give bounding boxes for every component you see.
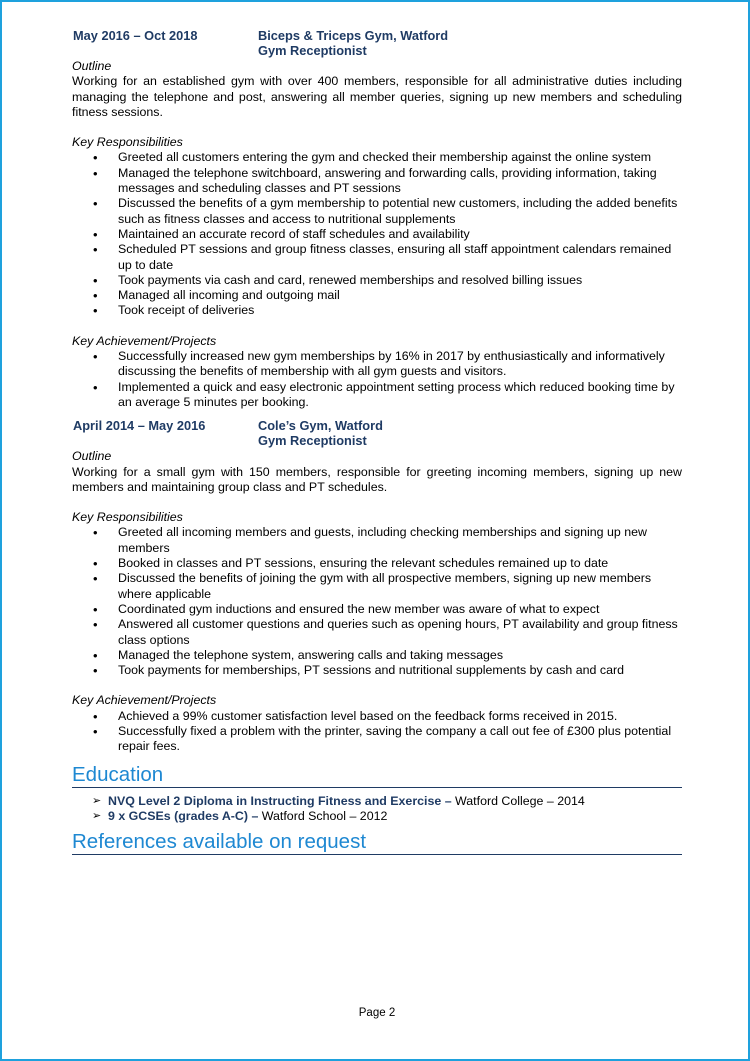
list-item: • Implemented a quick and easy electronic appointment setting process which reduced booking time by an average 5 minutes per booking. [72,380,682,411]
job-entry [72,28,682,410]
job-employer: Cole’s Gym, Watford [258,418,383,434]
education-item [72,809,682,824]
qualification: NVQ Level 2 Diploma in Instructing Fitness and Exercise – [108,793,452,808]
responsibilities-list [72,150,682,318]
list-item: • Maintained an accurate record of staff schedules and availability [72,227,682,242]
job-title: Gym Receptionist [258,433,367,449]
list-item: • Took receipt of deliveries [72,303,682,318]
page-number: Page 2 [358,1007,396,1019]
achievements-heading: Key Achievement/Projects [72,693,217,708]
list-item: • Successfully increased new gym memberships by 16% in 2017 by enthusiastically and informatively discussing the benefits of membership with all gym guests and visitors. [72,349,682,380]
job-entry [72,418,682,754]
list-item: • Greeted all incoming members and guests, including checking memberships and signing up new members [72,525,682,556]
education-list [72,794,682,825]
outline-heading: Outline [72,449,112,464]
qualification-detail: Watford School – 2012 [258,808,388,823]
achievements-list [72,349,682,410]
list-item: • Took payments for memberships, PT sessions and nutritional supplements by cash and card [72,663,682,678]
job-title: Gym Receptionist [258,43,367,58]
resume-content [72,28,682,855]
responsibilities-list [72,525,682,678]
list-item: • Managed the telephone system, answering calls and taking messages [72,648,682,663]
references-heading: References available on request [72,830,682,855]
list-item: • Answered all customer questions and queries such as opening hours, PT availability and group fitness class options [72,617,682,648]
job-header [72,28,682,59]
job-header [72,418,682,449]
job-dates: April 2014 – May 2016 [73,418,206,434]
outline-heading: Outline [72,59,112,73]
job-outline: Working for a small gym with 150 members, responsible for greeting incoming members, signing up new members and maintaining group class and PT schedules. [72,464,682,494]
job-outline: Working for an established gym with over 400 members, responsible for all administrative duties including managing the telephone and post, answering all member queries, signing up new members and scheduling fitness sessions. [72,74,682,119]
list-item: • Discussed the benefits of a gym membership to potential new customers, including the added benefits such as fitness classes and access to nutritional supplements [72,196,682,227]
job-employer: Biceps & Triceps Gym, Watford [258,28,449,43]
list-item: • Booked in classes and PT sessions, ensuring the relevant schedules remained up to date [72,556,682,571]
list-item: • Took payments via cash and card, renewed memberships and resolved billing issues [72,273,682,288]
list-item: • Discussed the benefits of joining the gym with all prospective members, signing up new members where applicable [72,571,682,602]
list-item: • Greeted all customers entering the gym and checked their membership against the online system [72,150,682,165]
education-item [72,794,682,809]
list-item: • Coordinated gym inductions and ensured the new member was aware of what to expect [72,602,682,617]
qualification-detail: Watford College – 2014 [451,793,585,808]
achievements-heading: Key Achievement/Projects [72,333,217,348]
list-item: • Scheduled PT sessions and group fitness classes, ensuring all staff appointment calendars remained up to date [72,242,682,273]
responsibilities-heading: Key Responsibilities [72,135,183,150]
list-item: • Successfully fixed a problem with the printer, saving the company a call out fee of £300 plus potential repair fees. [72,724,682,755]
responsibilities-heading: Key Responsibilities [72,510,183,525]
list-item: • Achieved a 99% customer satisfaction level based on the feedback forms received in 2015. [72,709,682,724]
list-item: • Managed all incoming and outgoing mail [72,288,682,303]
achievements-list [72,709,682,755]
qualification: 9 x GCSEs (grades A-C) – [108,808,259,823]
education-heading: Education [72,763,682,788]
job-dates: May 2016 – Oct 2018 [73,28,198,43]
list-item: • Managed the telephone switchboard, answering and forwarding calls, providing information, taking messages and scheduling classes and PT sessions [72,166,682,197]
